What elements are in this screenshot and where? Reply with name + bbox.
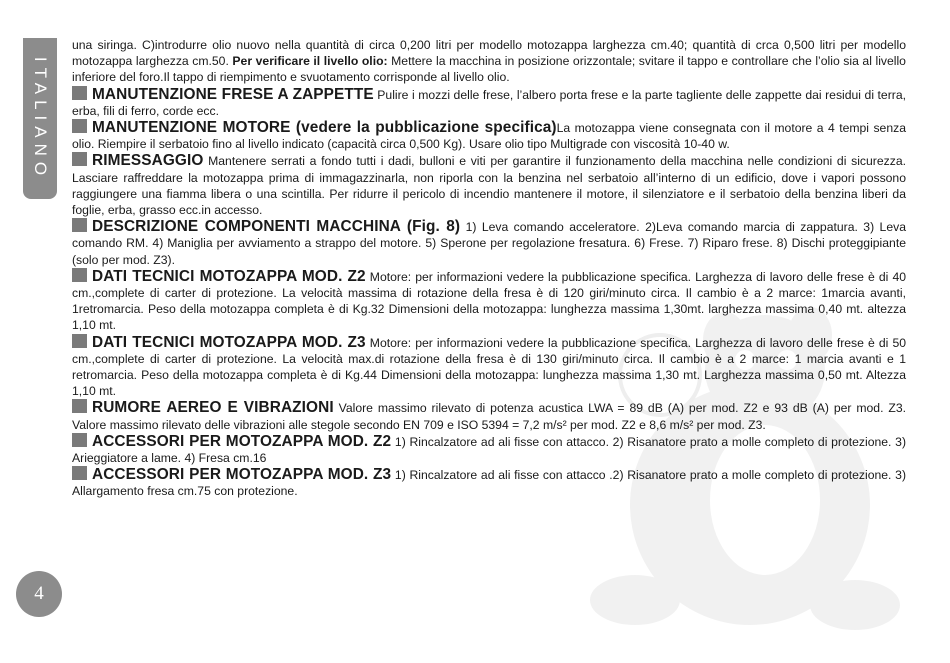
section-body: Valore massimo rilevato di potenza acustica LWA = 89 dB (A) per mod. Z2 e 93 dB (A) per mod. Z3. Valore massimo rilevato delle vibrazioni alle stegole secondo EN 709 e ISO 5394 = 7,2 m/s² per mod. Z2 e 8,6 m/s² per mod. Z3. [72,401,906,432]
section-square-icon [72,86,87,100]
section-manutenzione-frese [72,86,906,119]
section-body: Motore: per informazioni vedere la pubblicazione specifica. Larghezza di lavoro delle frese è di 40 cm.,complete di carter di protezione. La velocità massima di rotazione della fresa è di 120 giri/minuto circa. Il cambio è a 2 marce: 1marcia avanti, 1retromarcia. Peso della motozappa completa è di Kg.32 Dimensioni della motozappa: lunghezza massima 1,30mt. larghezza massima 0,40 mt. altezza 1,10 mt. [72,269,907,333]
section-square-icon [72,268,87,282]
section-heading: RIMESSAGGIO [92,152,204,170]
intro-paragraph [72,37,906,86]
section-body: Motore: per informazioni vedere la pubblicazione specifica. Larghezza di lavoro delle frese è di 50 cm.,complete di carter di protezione. La velocità max.di rotazione della fresa è di 130 giri/minuto circa. Il cambio è a 2 marce: 1 marcia avanti e 1 retromarcia. Peso della motozappa completa è di Kg.44 Dimensioni della motozappa: lunghezza massima 1,30 mt. Larghezza massima 0,50 mt. Altezza 1,10 mt. [72,335,907,399]
page-number-badge [16,571,62,617]
section-body: La motozappa viene consegnata con il motore a 4 tempi senza olio. Riempire il serbatoio fino al livello indicato (capacità circa 0,500 Kg). Usare olio tipo Multigrade con viscosità 10-40 w. [72,121,906,152]
section-heading: ACCESSORI PER MOTOZAPPA MOD. Z2 [92,432,392,450]
document-body [72,37,906,500]
section-body: Mantenere serrati a fondo tutti i dadi, bulloni e viti per garantire il funzionamento della macchina nelle condizioni di sicurezza. Lasciare raffreddare la motozappa prima di immagazzinarla, non riporla con la benzina nel serbatoio all’interno di un edificio, dove i vapori possono raggiungere una fiamma libera o una scintilla. Per ridurre il pericolo di incendio mantenere il motore, il silenziatore e il serbatoio della benzina liberi da foglie, erba, grasso ecc.in accesso. [72,154,906,218]
section-descrizione-componenti [72,218,906,268]
section-dati-tecnici-z3 [72,334,906,400]
section-rumore-vibrazioni [72,399,906,432]
intro-bold-text: Per verificare il livello olio: [232,54,388,69]
section-heading: MANUTENZIONE FRESE A ZAPPETTE [92,85,374,103]
section-dati-tecnici-z2 [72,268,906,334]
section-square-icon [72,152,87,166]
language-side-tab [23,38,57,199]
intro-text-after: Mettere la macchina in posizione orizzontale; svitare il tappo e controllare che l’olio sia al livello inferiore del foro.Il tappo di riempimento e svuotamento corrisponde al livello olio. [72,54,906,85]
section-body: 1) Leva comando acceleratore. 2)Leva comando marcia di zappatura. 3) Leva comando RM. 4) Maniglia per avviamento a strappo del motore. 5) Sperone per regolazione fresatura. 6) Frese. 7) Riparo frese. 8) Dischi proteggipiante (solo per mod. Z3). [72,220,906,267]
section-manutenzione-motore [72,119,906,152]
language-tab-label: ITALIANO [31,56,50,181]
page-number: 4 [34,583,44,604]
section-square-icon [72,433,87,447]
section-square-icon [72,334,87,348]
section-heading: ACCESSORI PER MOTOZAPPA MOD. Z3 [92,466,392,484]
section-rimessaggio [72,152,906,218]
section-heading: RUMORE AEREO E VIBRAZIONI [92,399,334,417]
section-body: 1) Rincalzatore ad ali fisse con attacco .2) Risanatore prato a molle completo di protezione. 3) Allargamento fresa cm.75 con protezione. [72,468,906,499]
intro-text: una siringa. C)introdurre olio nuovo nella quantità di circa 0,200 litri per modello motozappa larghezza cm.40; quantità di crca 0,500 litri per modello motozappa larghezza cm.50. [72,38,906,69]
section-accessori-z2 [72,433,906,466]
section-heading: MANUTENZIONE MOTORE (vedere la pubblicazione specifica) [92,119,557,137]
section-accessori-z3 [72,466,906,499]
section-body: 1) Rincalzatore ad ali fisse con attacco. 2) Risanatore prato a molle completo di protezione. 3) Arieggiatore a lame. 4) Fresa cm.16 [72,434,906,466]
section-heading: DESCRIZIONE COMPONENTI MACCHINA (Fig. 8) [92,218,461,236]
section-square-icon [72,466,87,480]
section-square-icon [72,119,87,133]
section-body: Pulire i mozzi delle frese, l’albero porta frese e la parte tagliente delle zappette dai residui di terra, erba, fili di ferro, corde ecc. [72,87,906,118]
section-square-icon [72,218,87,232]
section-heading: DATI TECNICI MOTOZAPPA MOD. Z2 [92,267,366,285]
section-heading: DATI TECNICI MOTOZAPPA MOD. Z3 [92,333,366,351]
section-square-icon [72,399,87,413]
